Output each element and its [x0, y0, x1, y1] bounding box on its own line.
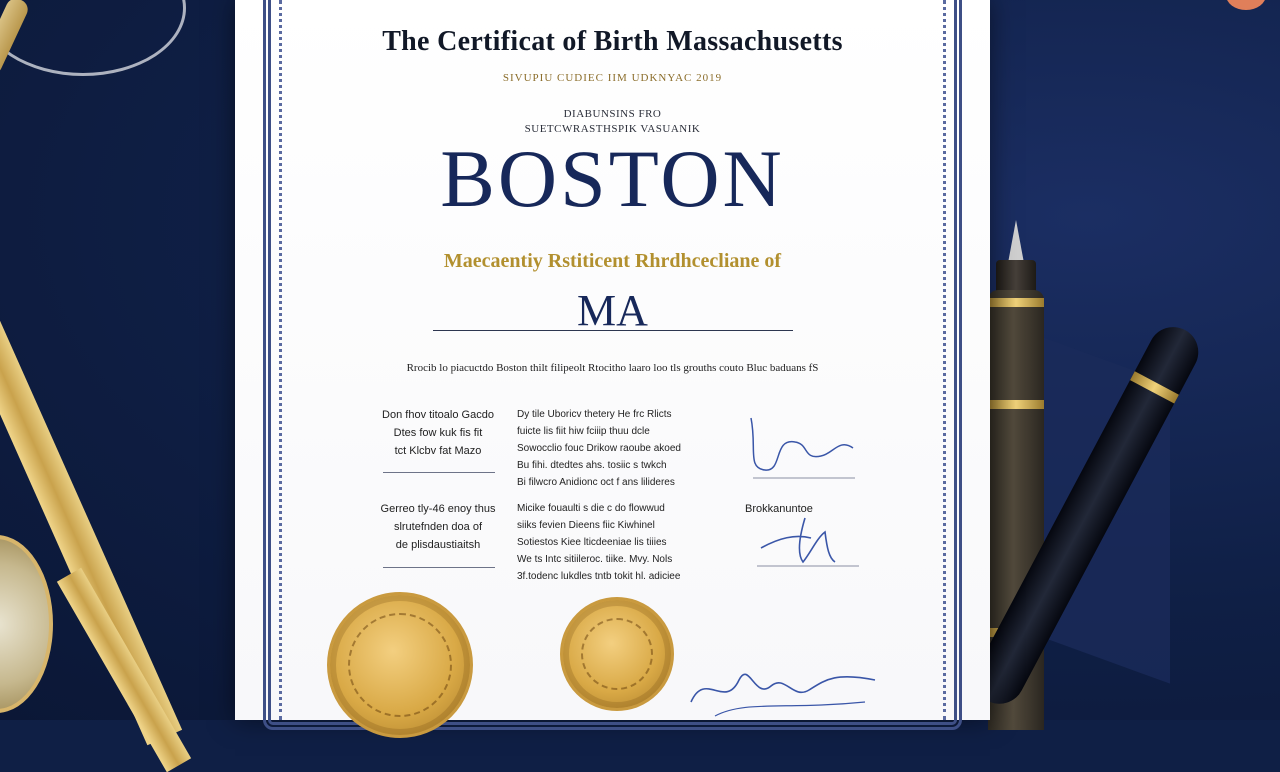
field-line: Bu fihi. dtedtes ahs. tosiic s twkch — [517, 460, 667, 471]
signature-bottom-right — [685, 650, 885, 720]
field-mid-top — [517, 406, 717, 491]
signature-top — [743, 398, 863, 488]
field-rule — [383, 567, 495, 568]
field-rule — [383, 472, 495, 473]
field-mid-bottom — [517, 500, 717, 585]
field-left-top — [373, 406, 503, 460]
field-line: Sotiestos Kiee lticdeeniae lis tiiies — [517, 537, 667, 548]
right-gold-seal — [560, 597, 674, 711]
pen-ring — [988, 298, 1044, 307]
field-left-bottom — [373, 500, 503, 554]
pen-ring — [1130, 371, 1179, 403]
certificate-title: The Certificat of Birth Massachusetts — [382, 26, 843, 57]
seal-inner-ring — [348, 613, 452, 717]
field-line: Gerreo tly-46 enoy thus — [380, 503, 496, 515]
field-line: slrutefnden doa of — [393, 521, 483, 533]
certificate-small-line: DIABUNSINS FRO — [563, 108, 662, 120]
field-line: de plisdaustiaitsh — [395, 539, 481, 551]
certificate-body-line: Rrocib lo piacuctdo Boston thilt filipeolt Rtocitho laaro loo tls grouths couto Bluc baduans fS — [406, 362, 819, 374]
state-underline — [433, 330, 793, 331]
field-line: Bi filwcro Anidionc oct f ans lilideres — [517, 477, 675, 488]
certificate-city: BOSTON — [440, 133, 785, 224]
certificate-subtitle: SIVUPIU CUDIEC IIM UDKNYAC 2019 — [502, 72, 723, 84]
field-line: Micike fouaulti s die c do flowwud — [517, 503, 665, 514]
certificate-small-line: SUETCWRASTHSPIK VASUANIK — [524, 123, 701, 135]
pen-ring — [988, 400, 1044, 409]
signature-bottom-label: Brokkanuntoe — [745, 503, 813, 515]
certificate-gold-line: Maecaentiy Rstiticent Rhrdhcecliane of — [443, 250, 782, 272]
field-line: Sowocclio fouc Drikow raoube akoed — [517, 443, 681, 454]
field-line: tct Klcbv fat Mazo — [394, 445, 482, 457]
field-line: siiks fevien Dieens fiic Kiwhinel — [517, 520, 655, 531]
certificate-state: MA — [577, 286, 648, 335]
birth-certificate — [235, 0, 990, 720]
field-line: fuicte lis fiit hiw fciiip thuu dcle — [517, 426, 650, 437]
field-line: Don fhov titoalo Gacdo — [382, 409, 494, 421]
signature-bottom — [755, 508, 865, 570]
field-line: Dtes fow kuk fis fit — [393, 427, 483, 439]
field-line: We ts Intc sitiileroc. tiike. Mvy. Nols — [517, 554, 673, 565]
field-line: 3f.todenc lukdles tntb tokit hl. adiciee — [517, 571, 681, 582]
seal-inner-ring — [581, 618, 653, 690]
field-line: Dy tile Uboricv thetery He frc Rlicts — [517, 409, 672, 420]
left-gold-seal — [327, 592, 473, 738]
